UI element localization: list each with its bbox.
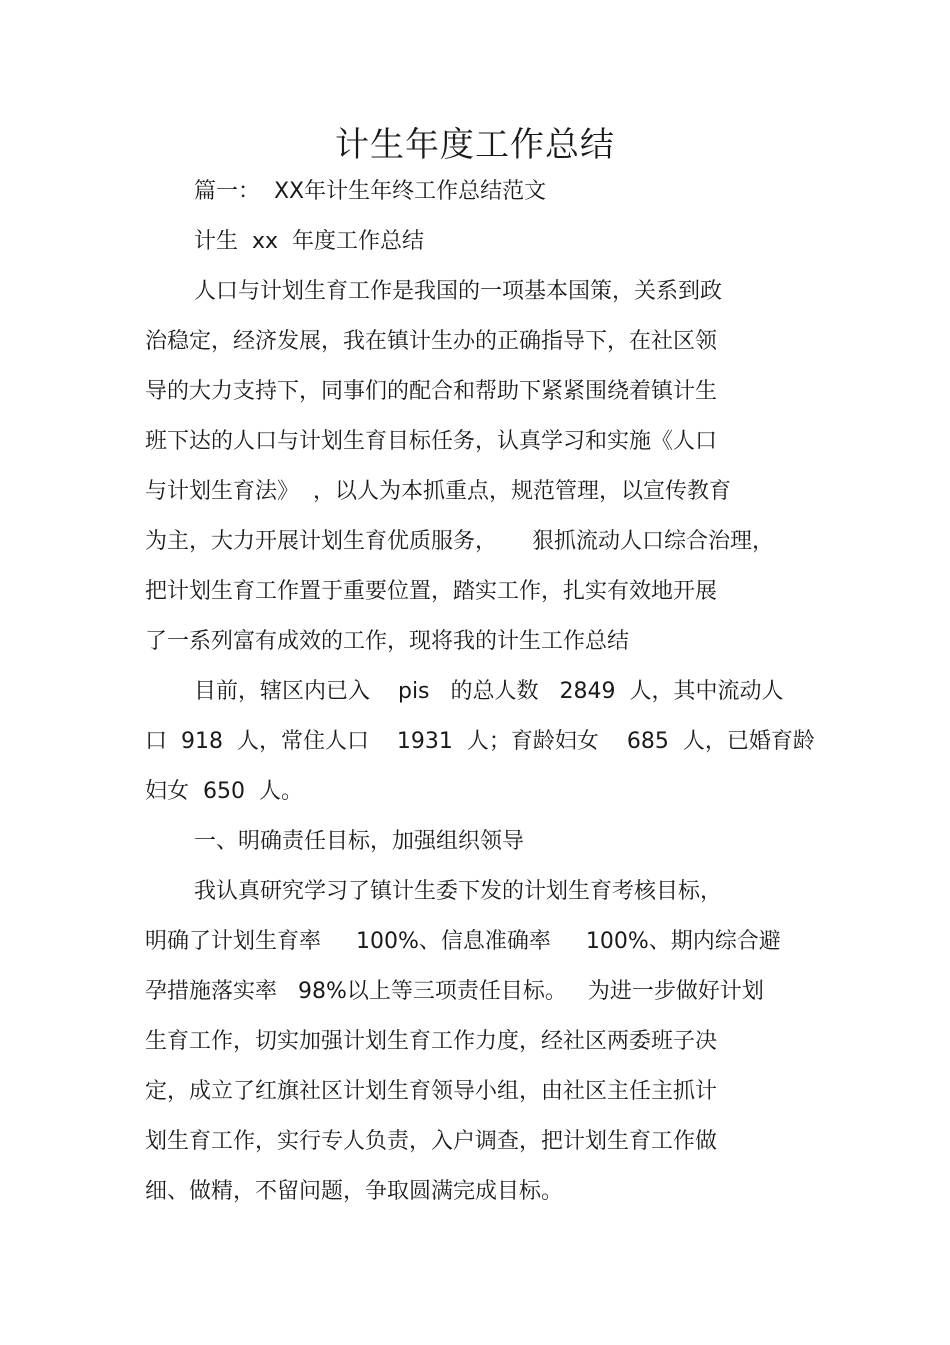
paragraph-line: 目前，辖区内已入 pis 的总人数 2849 人，其中流动人 <box>194 679 784 704</box>
paragraph-line: 孕措施落实率 98%以上等三项责任目标。 为进一步做好计划 <box>145 979 764 1004</box>
paragraph-line: 明确了计划生育率 100%、信息准确率 100%、期内综合避 <box>145 929 781 954</box>
paragraph-line: 班下达的人口与计划生育目标任务，认真学习和实施《人口 <box>145 429 718 454</box>
paragraph-line: 把计划生育工作置于重要位置，踏实工作，扎实有效地开展 <box>145 579 718 604</box>
subtitle: 篇一： XX年计生年终工作总结范文 <box>194 179 547 204</box>
paragraph-line: 口 918 人，常住人口 1931 人；育龄妇女 685 人，已婚育龄 <box>145 729 815 754</box>
paragraph-line: 与计划生育法》 ，以人为本抓重点，规范管理，以宣传教育 <box>145 479 731 504</box>
section-heading: 计生 xx 年度工作总结 <box>194 229 425 254</box>
paragraph-line: 为主，大力开展计划生育优质服务， 狠抓流动人口综合治理， <box>145 529 774 554</box>
paragraph-line: 导的大力支持下，同事们的配合和帮助下紧紧围绕着镇计生 <box>145 379 718 404</box>
document-title: 计生年度工作总结 <box>335 125 615 165</box>
paragraph-line: 我认真研究学习了镇计生委下发的计划生育考核目标， <box>194 879 723 904</box>
paragraph-line: 划生育工作，实行专人负责，入户调查，把计划生育工作做 <box>145 1129 718 1154</box>
paragraph-line: 治稳定，经济发展，我在镇计生办的正确指导下，在社区领 <box>145 329 718 354</box>
paragraph-line: 细、做精，不留问题，争取圆满完成目标。 <box>145 1179 564 1204</box>
paragraph-line: 妇女 650 人。 <box>145 779 303 804</box>
paragraph-line: 了一系列富有成效的工作，现将我的计生工作总结 <box>145 629 630 654</box>
paragraph-line: 人口与计划生育工作是我国的一项基本国策，关系到政 <box>194 279 723 304</box>
paragraph-line: 生育工作，切实加强计划生育工作力度，经社区两委班子决 <box>145 1029 718 1054</box>
section1-heading: 一、明确责任目标，加强组织领导 <box>194 829 525 854</box>
paragraph-line: 定，成立了红旗社区计划生育领导小组，由社区主任主抓计 <box>145 1079 718 1104</box>
